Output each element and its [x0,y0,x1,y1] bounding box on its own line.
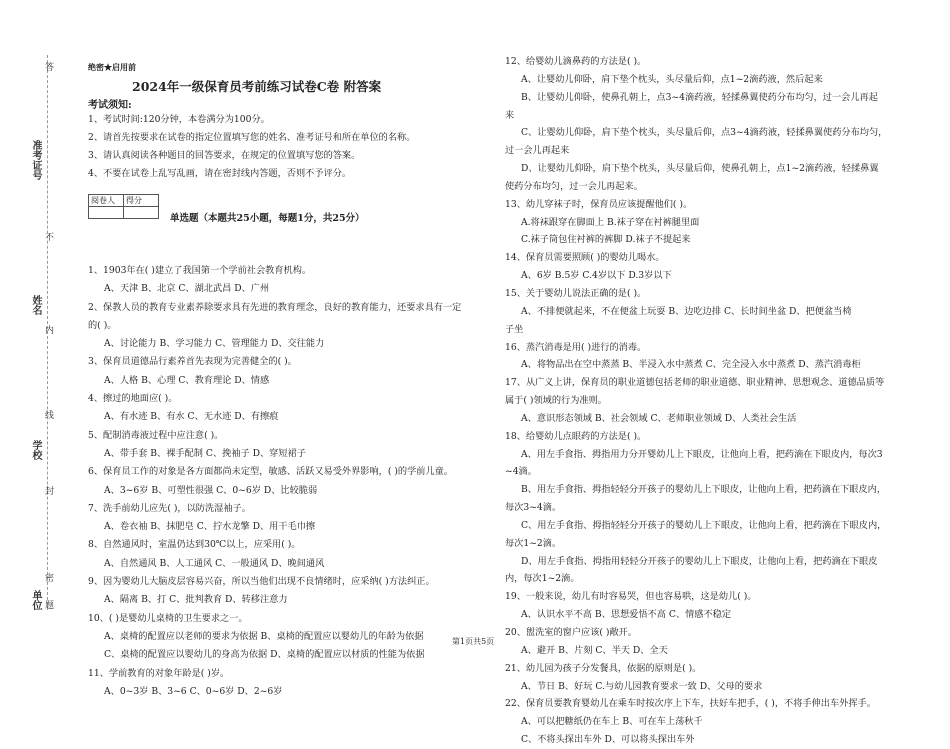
score-cell [124,207,159,219]
option-line: 子坐 [505,323,524,335]
exam-id-label: 准考证号 [30,140,41,180]
page-footer: 第1页共5页 [452,637,495,646]
section-title: 单选题（本题共25小题，每题1分，共25分） [170,213,365,224]
option-line: A.将袜跟穿在脚面上 B.袜子穿在衬裤腿里面 [521,216,700,228]
question-line: 10、( )是婴幼儿桌椅的卫生要求之一。 [88,612,248,624]
option-line: B、用左手食指、拇指轻轻分开孩子的婴幼儿上下眼皮，让他向上看，把药滴在下眼皮内， [521,484,887,496]
option-line: A、有水迹 B、有水 C、无水迹 D、有擦痕 [104,411,279,423]
option-line: 每次3~4滴。 [505,502,562,514]
option-line: C、用左手食指、拇指轻轻分开孩子的婴幼儿上下眼皮，让他向上看，把药滴在下眼皮内， [521,519,887,531]
question-line: 3、保育员道德品行素养首先表现为完善健全的( )。 [88,356,297,368]
option-line: C、不将头探出车外 D、可以将头探出车外 [521,734,695,746]
question-line: 12、给婴幼儿滴鼻药的方法是( )。 [505,56,647,67]
question-line: 21、幼儿园为孩子分发餐具，依据的原则是( )。 [505,662,702,674]
name-label: 姓名 [30,295,41,315]
option-line: A、不排便就起来，不在便盆上玩耍 B、边吃边排 C、长时间坐盆 D、把便盆当椅 [521,305,852,317]
score-label: 得分 [124,195,159,207]
seal-mark: 题 [43,600,53,609]
question-line: 5、配制消毒液过程中应注意( )。 [88,429,224,441]
question-line: 16、蒸汽消毒是用( )进行的消毒。 [505,341,647,353]
option-line: D、让婴幼儿仰卧，肩下垫个枕头，头尽量后仰，使鼻孔朝上，点1~2滴药液，轻揉鼻翼 [521,163,879,175]
question-line: 属于( )领域的行为准则。 [505,395,607,407]
seal-mark: 不 [43,232,53,241]
question-line: 15、关于婴幼儿说法正确的是( )。 [505,287,647,299]
seal-mark: 线 [43,410,53,419]
option-line: D、用左手食指、拇指用轻轻分开孩子的婴幼儿上下眼皮，让他向上看，把药滴在下眼皮 [521,555,878,567]
question-line: 14、保育员需要照顾( )的婴幼儿喝水。 [505,252,665,264]
notice-list [88,111,415,183]
option-line: 过一会儿再起来 [505,145,570,157]
page-title: 2024年一级保育员考前练习试卷C卷 附答案 [132,79,382,94]
notice-item: 1、考试时间:120分钟，本卷满分为100分。 [88,114,270,125]
option-line: A、天津 B、北京 C、湖北武昌 D、广州 [104,283,270,295]
option-line: A、3~6岁 B、可塑性很强 C、0~6岁 D、比较脆弱 [104,484,318,496]
question-line: 7、洗手前幼儿应先( )，以防洗湿袖子。 [88,502,251,514]
unit-label: 单位 [30,590,41,610]
option-line: 内，每次1~2滴。 [505,573,580,585]
option-line: C、让婴幼儿仰卧，肩下垫个枕头，头尽量后仰，点3~4滴药液，轻揉鼻翼使药分布均匀， [521,127,888,139]
score-table [88,194,159,219]
option-line: A、自然通风 B、人工通风 C、一般通风 D、晚间通风 [104,557,325,569]
grader-label: 阅卷人 [89,195,124,207]
question-line: 的( )。 [88,319,117,331]
option-line: A、桌椅的配置应以老师的要求为依据 B、桌椅的配置应以婴幼儿的年龄为依据 [104,630,424,642]
option-line: B、让婴幼儿仰卧，使鼻孔朝上，点3~4滴药液，轻揉鼻翼使药分布均匀，过一会儿再起 [521,91,878,103]
seal-mark: 密 [43,573,53,582]
option-line: A、卷衣袖 B、抹肥皂 C、拧水龙擎 D、用干毛巾擦 [104,521,316,533]
right-question-column [505,53,887,749]
option-line: 使药分布均匀，过一会儿再起来。 [505,180,643,192]
question-line: 22、保育员要教育婴幼儿在乘车时按次序上下车，扶好车把手，( )，不将手伸出车外挥手。 [505,698,876,710]
question-line: 11、学前教育的对象年龄是( )岁。 [88,667,230,679]
question-line: 17、从广义上讲，保育员的职业道德包括老师的职业道德、职业精神、思想观念、道德品质等 [505,377,885,389]
notice-item: 4、不要在试卷上乱写乱画，请在密封线内答题，否则不予评分。 [88,168,352,180]
option-line: A、认识水平不高 B、思想爱悟不高 C、情感不稳定 [521,609,732,621]
question-line: 8、自然通风时，室温仍达到30℃以上，应采用( )。 [88,539,301,551]
question-line: 2、保教人员的教育专业素养除要求具有先进的教育理念，良好的教育能力，还要求具有一定 [88,301,462,313]
option-line: A、0~3岁 B、3~6 C、0~6岁 D、2~6岁 [104,685,283,697]
option-line: A、带手套 B、裸手配制 C、挽袖子 D、穿短裙子 [104,447,306,459]
seal-mark: 内 [43,325,53,334]
option-line: A、避开 B、片刻 C、半天 D、全天 [521,644,668,656]
option-line: A、人格 B、心理 C、教育理论 D、情感 [104,374,270,386]
option-line: A、隔离 B、打 C、批判教育 D、转移注意力 [104,594,288,606]
option-line: A、节日 B、好玩 C.与幼儿园教育要求一致 D、父母的要求 [521,680,763,692]
question-line: 1、1903年在( )建立了我国第一个学前社会教育机构。 [88,265,312,276]
question-line: 18、给婴幼儿点眼药的方法是( )。 [505,430,647,442]
notice-heading: 考试须知: [88,100,132,111]
option-line: A、可以把糖纸仍在车上 B、可在车上荡秋千 [521,716,703,728]
grader-cell [89,207,124,219]
seal-mark: 答 [43,62,53,71]
option-line: A、讨论能力 B、学习能力 C、管理能力 D、交往能力 [104,338,325,350]
seal-mark: 封 [43,486,53,495]
option-line: 每次1~2滴。 [505,537,562,549]
confidential-label: 绝密★启用前 [88,62,136,72]
option-line: A、6岁 B.5岁 C.4岁以下 D.3岁以下 [521,270,672,282]
question-line: 13、幼儿穿袜子时，保育员应该提醒他们( )。 [505,198,693,210]
option-line: A、用左手食指、拇指用力分开婴幼儿上下眼皮，让他向上看，把药滴在下眼皮内，每次3 [521,448,883,460]
option-line: A、让婴幼儿仰卧，肩下垫个枕头，头尽量后仰，点1~2滴药液，然后起来 [521,73,823,85]
option-line: A、将物品出在空中蒸蒸 B、半浸入水中蒸煮 C、完全浸入水中蒸煮 D、蒸汽消毒柜 [521,359,861,371]
option-line: 来 [505,109,515,121]
option-line: C.袜子筒包住衬裤的裤脚 D.袜子不提起来 [521,234,691,246]
notice-item: 3、请认真阅读各种题目的回答要求，在规定的位置填写您的答案。 [88,150,361,162]
question-line: 9、因为婴幼儿大脑皮层容易兴奋，所以当他们出现不良情绪时，应采纳( )方法纠正。 [88,576,435,588]
question-line: 19、一般来说，幼儿有时容易哭，但也容易哄，这是幼儿( )。 [505,591,757,603]
option-line: C、桌椅的配置应以婴幼儿的身高为依据 D、桌椅的配置应以材质的性能为依据 [104,649,425,661]
question-line: 6、保育员工作的对象是各方面都尚未定型，敏感、活跃又易受外界影响，( )的学前儿童。 [88,466,454,478]
notice-item: 2、请首先按要求在试卷的指定位置填写您的姓名、准考证号和所在单位的名称。 [88,132,416,144]
option-line: ~4滴。 [505,466,537,478]
question-line: 4、擦过的地面应( )。 [88,393,178,405]
school-label: 学校 [30,440,41,460]
question-line: 20、盥洗室的窗户应该( )敞开。 [505,627,638,638]
option-line: A、意识形态领域 B、社会领域 C、老师职业领域 D、人类社会生活 [521,412,797,424]
left-question-column [88,262,461,701]
